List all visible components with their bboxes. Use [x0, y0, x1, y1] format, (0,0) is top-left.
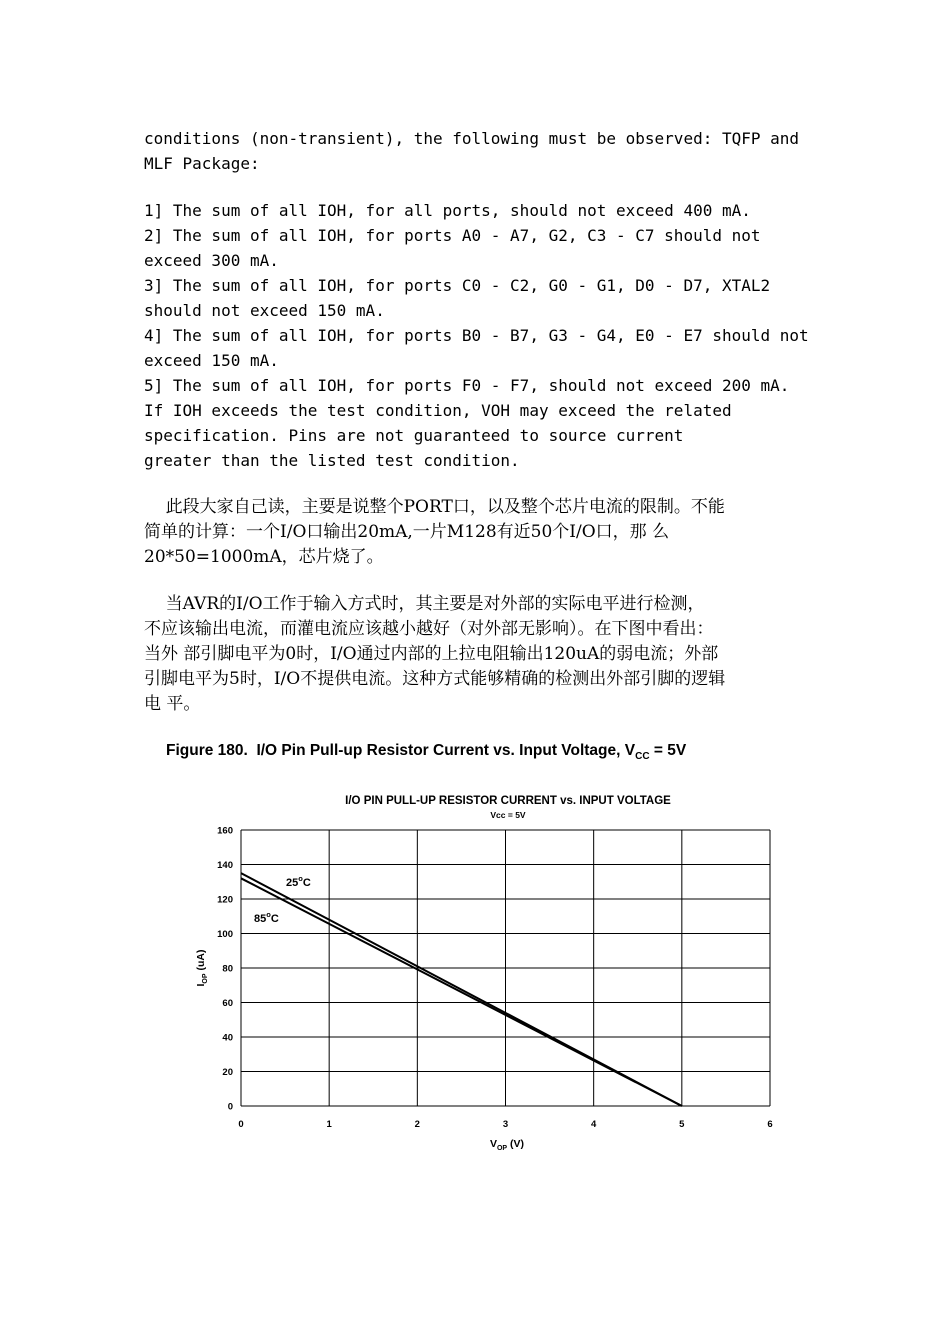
y-tick-label: 140	[217, 860, 233, 871]
x-axis-ticks	[238, 1119, 772, 1130]
text-line: 4] The sum of all IOH, for ports B0 - B7, G3 - G4, E0 - E7 should not	[144, 326, 809, 345]
text-line: 当外 部引脚电平为0时，I/O通过内部的上拉电阻输出120uA的弱电流；外部	[144, 644, 719, 664]
pullup-current-chart	[180, 785, 800, 1165]
figure-caption-main: Figure 180. I/O Pin Pull-up Resistor Current vs. Input Voltage, V	[166, 742, 636, 759]
y-tick-label: 20	[222, 1067, 233, 1078]
text-line: 1] The sum of all IOH, for all ports, should not exceed 400 mA.	[144, 201, 751, 220]
text-line: If IOH exceeds the test condition, VOH may exceed the related	[144, 401, 732, 420]
y-tick-label: 160	[217, 825, 233, 837]
text-line: 简单的计算：一个I/O口输出20mA,一片M128有近50个I/O口，那 么	[144, 522, 670, 542]
series-label-25c: 25$^o$C	[286, 874, 311, 889]
figure-caption-sub: CC	[635, 751, 650, 763]
y-tick-label: 0	[227, 1101, 233, 1113]
text-line: conditions (non-transient), the following must be observed: TQFP and	[144, 129, 800, 148]
text-line: 电 平。	[144, 694, 201, 714]
y-axis-label: $I_{OP}$ (uA)	[195, 949, 209, 987]
chart-subtitle: Vcc = 5V	[490, 810, 526, 820]
y-tick-label: 60	[222, 998, 233, 1009]
y-axis-ticks	[217, 826, 233, 1113]
text-line: exceed 300 mA.	[144, 251, 279, 270]
x-tick-label: 3	[502, 1119, 509, 1130]
figure-caption-tail: = 5V	[649, 742, 687, 759]
y-tick-label: 100	[217, 929, 233, 940]
y-tick-label: 40	[222, 1032, 233, 1044]
text-line: greater than the listed test condition.	[144, 451, 520, 470]
text-line: 5] The sum of all IOH, for ports F0 - F7, should not exceed 200 mA.	[144, 376, 790, 395]
text-line: 此段大家自己读，主要是说整个PORT口，以及整个芯片电流的限制。不能	[144, 497, 725, 517]
text-line: exceed 150 mA.	[144, 351, 279, 370]
text-line: should not exceed 150 mA.	[144, 301, 385, 320]
chart-title: I/O PIN PULL-UP RESISTOR CURRENT vs. INPUT VOLTAGE	[345, 795, 671, 807]
x-tick-label: 4	[591, 1119, 597, 1130]
x-tick-label: 1	[326, 1119, 332, 1130]
y-tick-label: 120	[217, 894, 233, 906]
chart-grid	[241, 830, 770, 1106]
text-line: MLF Package:	[144, 154, 260, 173]
x-tick-label: 6	[767, 1119, 773, 1130]
x-tick-label: 5	[679, 1119, 685, 1130]
x-axis-label: $V_{OP}$ (V)	[489, 1138, 525, 1152]
text-line: 引脚电平为5时，I/O不提供电流。这种方式能够精确的检测出外部引脚的逻辑	[144, 669, 726, 689]
x-tick-label: 2	[414, 1119, 420, 1130]
text-line: 2] The sum of all IOH, for ports A0 - A7, G2, C3 - C7 should not	[144, 226, 761, 245]
text-line: 不应该输出电流，而灌电流应该越小越好（对外部无影响）。在下图中看出：	[144, 619, 714, 639]
series-label-85c: 85$^o$C	[254, 910, 279, 925]
text-line: 20*50=1000mA，芯片烧了。	[144, 547, 384, 567]
text-line: 3] The sum of all IOH, for ports C0 - C2, G0 - G1, D0 - D7, XTAL2	[144, 276, 771, 295]
text-line: specification. Pins are not guaranteed to source current	[144, 426, 684, 445]
figure-caption	[166, 742, 686, 762]
y-tick-label: 80	[222, 963, 233, 975]
x-tick-label: 0	[238, 1119, 244, 1130]
text-line: 当AVR的I/O工作于输入方式时，其主要是对外部的实际电平进行检测，	[144, 594, 705, 614]
